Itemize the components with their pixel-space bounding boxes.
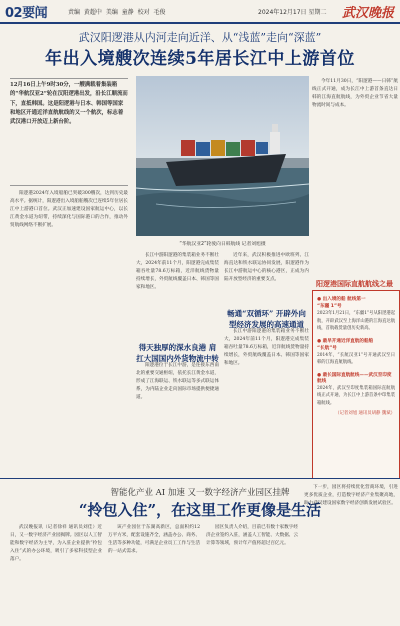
- box-item: [313, 296, 399, 333]
- photo-caption: “华航汉亚2”轮驶向日韩航线 记者刘旭摄: [179, 242, 266, 247]
- page-number: 02要闻: [5, 6, 48, 21]
- box-item-title: ● 最早开通近洋直航的船舶: [317, 338, 374, 344]
- bottom-kicker: 智能化产业 AI 加速 又一数字经济产业园区挂牌: [110, 488, 290, 498]
- article-column-left: 阳逻港2024年入境船舶已突破300艘次，达到历史最高水平。据统计，阳逻港出入境船舶艘次已连续5年位居长江中上游港口首位。武汉正加速建设国家航运中心，以长江黄金水道为纽带，持续深化与国际港口的合作，推动外贸航线网络不断扩展。: [10, 191, 128, 229]
- newspaper-logo: 武汉晚报: [341, 6, 394, 21]
- top-kicker: 武汉阳逻港从内河走向近洋、从“浅蓝”走向“深蓝”: [78, 31, 322, 44]
- box-item-title: ● 最长国际直航航线——武汉至印度航线: [317, 372, 392, 384]
- lead-paragraph: 12月16日上午9时30分，一艘满载着集装箱的“华航汉亚2”轮在汉阳逻港出发，沿长江顺流而下，直抵韩国。这是阳逻港与日本、韩国等国家和地区开通近洋直航航线的又一个航次，标志着武汉港口开放迈上新台阶。: [10, 78, 128, 186]
- section-credits: 责编 黄超中 美编 童静 校对 毛俊: [68, 9, 166, 16]
- top-headline: 年出入境艘次连续5年居长江中上游首位: [45, 49, 355, 69]
- bottom-column-2: 该产业园位于东湖高新区，总面积约12万平方米，配套设施齐全，涵盖办公、商务、生活等多种功能，可满足企业员工工作与生活的一站式需求。: [108, 525, 200, 555]
- article-column-right: 今年11月30日，“阳逻港——日韩”航线正式开通，成为长江中上游首条直达日韩的江海直航航线，为外贸企业节省大量物流时间与成本。: [312, 79, 398, 109]
- box-item-ship: “长航”号: [317, 345, 337, 351]
- box-item-text: 2023年1月21日，“东疆1”号从阳逻港起航，开辟武汉至上海洋山港的江海直达航线，首航载货量创历史新高。: [317, 311, 395, 331]
- subhead-2: 畅通“双循环” 开辟外向型经济发展的高速通道: [227, 309, 306, 329]
- box-item-text: 2024年，武汉至印度集装箱国际直航航线正式开通，为长江中上游首条中印集装箱航线。: [317, 385, 395, 406]
- article-column-mid-b: 阳逻港位于长江中游，是连接东西南北的重要交通枢纽，依托长江黄金水道，形成了江海联运、铁水联运等多式联运体系，为内陆企业走向国际市场提供便捷通道。: [136, 363, 219, 401]
- article-column-mid-a: 长江中游阳逻港的集装箱业务不断壮大，2024年前11个月，阳逻港完成集装箱吞吐量78.6万标箱，近洋航线货物量持续增长，外贸航线覆盖日本、韩国等国家和地区。: [136, 253, 219, 291]
- box-item-title: ● 出入境的船 航线第一: [317, 297, 366, 302]
- bottom-column-3: 园区负责人介绍，目前已有数十家数字经济企业签约入驻，涵盖人工智能、大数据、云计算等领域，预计年产值将超过百亿元。: [206, 525, 298, 547]
- ship-image: [136, 76, 309, 236]
- bottom-column-1: 武汉晚报讯（记者徐祥 通讯员刘佳）近日，又一数字经济产业园揭牌。园区以人工智能和数字经济为主导，为入驻企业提供“拎包入住”式的办公环境，吸引了多家科技型企业落户。: [10, 525, 102, 563]
- box-item: [313, 338, 399, 367]
- box-item: [313, 372, 399, 408]
- bottom-headline: “拎包入住”，在这里工作更像是生活: [78, 501, 322, 519]
- news-photo: [136, 76, 309, 236]
- masthead: [0, 0, 400, 24]
- issue-date: 2024年12月17日 星期二: [258, 9, 327, 16]
- sidebar-box: [312, 280, 400, 479]
- section-divider: [0, 478, 400, 479]
- box-item-text: 2014年，“长航汉亚1”号开通武汉至日韩的江海直航航线。: [317, 352, 395, 365]
- sidebar-box-title: 阳逻港国际直航航线之最: [316, 280, 393, 288]
- subhead-1: 得天独厚的深水良港 肩扛大国国内外货物流中转: [136, 343, 219, 363]
- bottom-column-4: 下一步，园区将持续优化营商环境，引进更多优质企业，打造数字经济产业集聚高地，助力武汉建设国家数字经济创新发展试验区。: [304, 485, 398, 507]
- article-column-mid-c: 近年来，武汉积极推进中欧班列、江海直达和铁水联运协同发展，阳逻港作为长江中游航运中心的核心港区，正成为内陆开放型经济的重要支点。: [224, 253, 309, 283]
- box-item-ship: “东疆 1”号: [317, 304, 342, 309]
- box-credit: （记者刘旭 通讯员胡静 魏斌）: [335, 411, 395, 416]
- article-column-mid-d: 长江中游阳逻港的集装箱业务不断壮大，2024年前11个月，阳逻港完成集装箱吞吐量78.6万标箱，近洋航线货物量持续增长，外贸航线覆盖日本、韩国等国家和地区。: [224, 329, 309, 367]
